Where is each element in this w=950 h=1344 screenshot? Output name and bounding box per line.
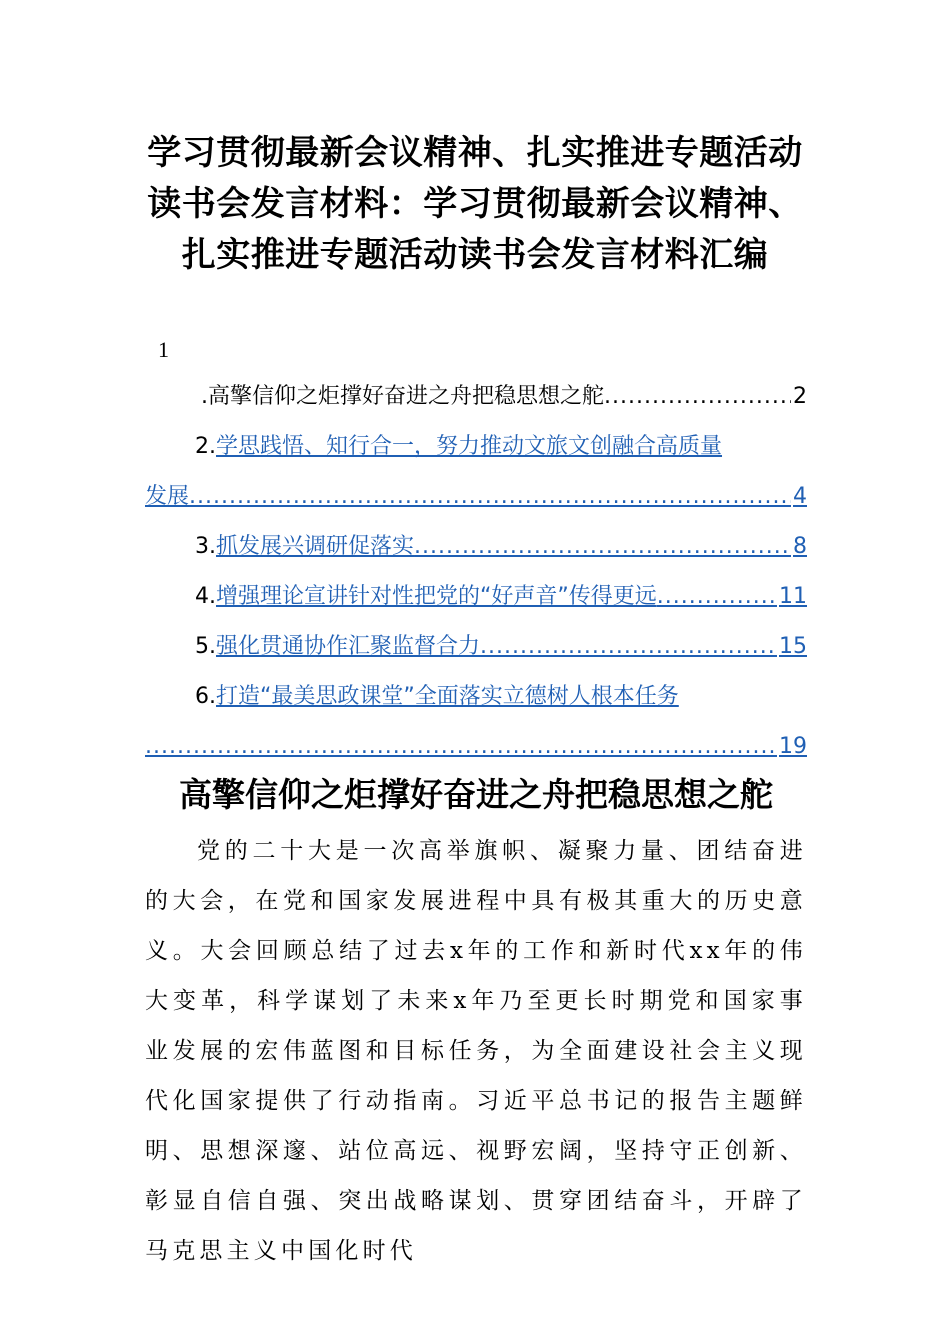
- toc-leader[interactable]: [480, 622, 777, 672]
- toc-entry-4-number: 4.: [195, 584, 216, 609]
- toc-leader[interactable]: [414, 522, 791, 572]
- toc-entry-2[interactable]: [145, 422, 807, 522]
- toc-entry-6-page[interactable]: 19: [779, 734, 807, 759]
- section-heading: 高擎信仰之炬撑好奋进之舟把稳思想之舵: [179, 775, 773, 814]
- toc-entry-5-link[interactable]: 强化贯通协作汇聚监督合力: [216, 634, 481, 659]
- toc-entry-1[interactable]: [145, 372, 807, 422]
- toc-entry-4-link[interactable]: 增强理论宣讲针对性把党的“好声音”传得更远: [216, 584, 657, 609]
- toc-entry-2-page[interactable]: 4: [793, 484, 807, 509]
- toc-leader[interactable]: [657, 572, 777, 622]
- toc-entry-4[interactable]: [145, 572, 807, 622]
- toc-entry-1-page: 2: [793, 384, 807, 409]
- toc-entry-5[interactable]: [145, 622, 807, 672]
- toc-leader[interactable]: [189, 472, 791, 522]
- table-of-contents: [145, 372, 807, 772]
- toc-entry-2-link-line2[interactable]: 发展: [145, 484, 190, 509]
- toc-entry-2-number: 2.: [195, 434, 216, 459]
- toc-leader[interactable]: [145, 722, 777, 772]
- toc-entry-2-link-line1[interactable]: 学思践悟、知行合一，努力推动文旅文创融合高质量: [216, 434, 723, 459]
- toc-entry-4-page[interactable]: 11: [779, 584, 807, 609]
- toc-entry-1-text: .高擎信仰之炬撑好奋进之舟把稳思想之舵: [201, 384, 604, 409]
- toc-entry-3-link[interactable]: 抓发展兴调研促落实: [216, 534, 415, 559]
- toc-entry-3-page[interactable]: 8: [793, 534, 807, 559]
- toc-number: 1: [158, 337, 169, 362]
- toc-entry-3-number: 3.: [195, 534, 216, 559]
- toc-leader: [604, 372, 791, 422]
- toc-entry-6-link[interactable]: 打造“最美思政课堂”全面落实立德树人根本任务: [216, 684, 679, 709]
- toc-entry-6[interactable]: [145, 672, 807, 772]
- toc-entry-6-number: 6.: [195, 684, 216, 709]
- document-title: 学习贯彻最新会议精神、扎实推进专题活动读书会发言材料：学习贯彻最新会议精神、扎实推进专题活动读书会发言材料汇编: [147, 133, 803, 275]
- toc-entry-5-page[interactable]: 15: [779, 634, 807, 659]
- body-paragraph: 党的二十大是一次高举旗帜、凝聚力量、团结奋进的大会，在党和国家发展进程中具有极其重大的历史意义。大会回顾总结了过去x年的工作和新时代xx年的伟大变革，科学谋划了未来x年乃至更长时期党和国家事业发展的宏伟蓝图和目标任务，为全面建设社会主义现代化国家提供了行动指南。习近平总书记的报告主题鲜明、思想深邃、站位高远、视野宏阔，坚持守正创新、彰显自信自强、突出战略谋划、贯穿团结奋斗，开辟了马克思主义中国化时代: [145, 838, 807, 1264]
- toc-entry-5-number: 5.: [195, 634, 216, 659]
- toc-entry-3[interactable]: [145, 522, 807, 572]
